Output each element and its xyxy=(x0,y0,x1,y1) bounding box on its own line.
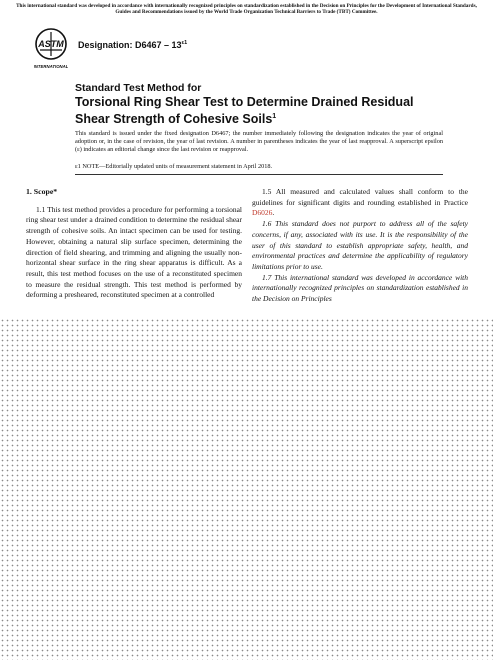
designation-superscript: ε1 xyxy=(181,40,188,46)
paragraph-1-5-text: 1.5 All measured and calculated values shall conform to the guidelines for significant digits and rounding established in Practice xyxy=(252,187,468,207)
document-title xyxy=(75,82,475,126)
left-column xyxy=(26,187,242,301)
svg-text:INTERNATIONAL: INTERNATIONAL xyxy=(34,64,68,69)
title-line-2 xyxy=(75,110,475,127)
divider xyxy=(75,174,443,175)
practice-d6026-link[interactable]: D6026 xyxy=(252,208,273,218)
paragraph-1-5-end: . xyxy=(272,208,275,218)
right-column xyxy=(252,187,468,305)
title-prefix: Standard Test Method for xyxy=(75,82,202,94)
designation-label: Designation: D6467 – 13 xyxy=(78,40,182,50)
international-standard-notice: This international standard was developed in accordance with internationally recognized principles on standardization established in the Decision on Principles for the Development of International Standards, Guides and Recommendations issued by the World Trade Organization Technical Barriers to Trade (TBT) Committee. xyxy=(16,3,477,16)
paragraph-1-1: 1.1 This test method provides a procedure for performing a torsional ring shear test under a drained condition to determine the residual shear strength of cohesive soils. An intact specimen can be used for testing. However, obtaining a natural slip surface specimen, determining the direction of field shearing, and trimming and aligning the usually non-horizontal shear surface in the ring shear apparatus is difficult. As a result, this test method focuses on the use of a reconstituted specimen to measure the residual strength. This test method is performed by deforming a presheared, reconstituted specimen at a controlled xyxy=(26,204,242,300)
paragraph-1-7: 1.7 This international standard was developed in accordance with internationally recognized principles on standardization established in the Decision on Principles xyxy=(252,272,468,304)
preview-mask-dot-pattern xyxy=(0,318,493,660)
title-line-2-text: Shear Strength of Cohesive Soils xyxy=(75,111,273,126)
title-line-1: Torsional Ring Shear Test to Determine Drained Residual xyxy=(75,95,414,109)
issue-statement: This standard is issued under the fixed designation D6467; the number immediately following the designation indicates the year of original adoption or, in the case of revision, the year of last revision. A number in parentheses indicates the year of last reapproval. A superscript epsilon (ε) indicates an editorial change since the last revision or reapproval. xyxy=(75,130,443,154)
editorial-note: ε1 NOTE—Editorially updated units of measurement statement in April 2018. xyxy=(75,163,273,170)
scope-heading: 1. Scope* xyxy=(26,187,58,196)
paragraph-1-6: 1.6 This standard does not purport to address all of the safety concerns, if any, associated with its use. It is the responsibility of the user of this standard to establish appropriate safety, health, and environmental practices and determine the applicability of regulatory limitations prior to use. xyxy=(252,219,468,271)
astm-logo-icon xyxy=(34,28,68,72)
title-footnote-mark: 1 xyxy=(272,112,277,120)
svg-text:ASTM: ASTM xyxy=(38,39,64,49)
designation xyxy=(78,40,187,50)
paragraph-1-5 xyxy=(252,187,468,219)
